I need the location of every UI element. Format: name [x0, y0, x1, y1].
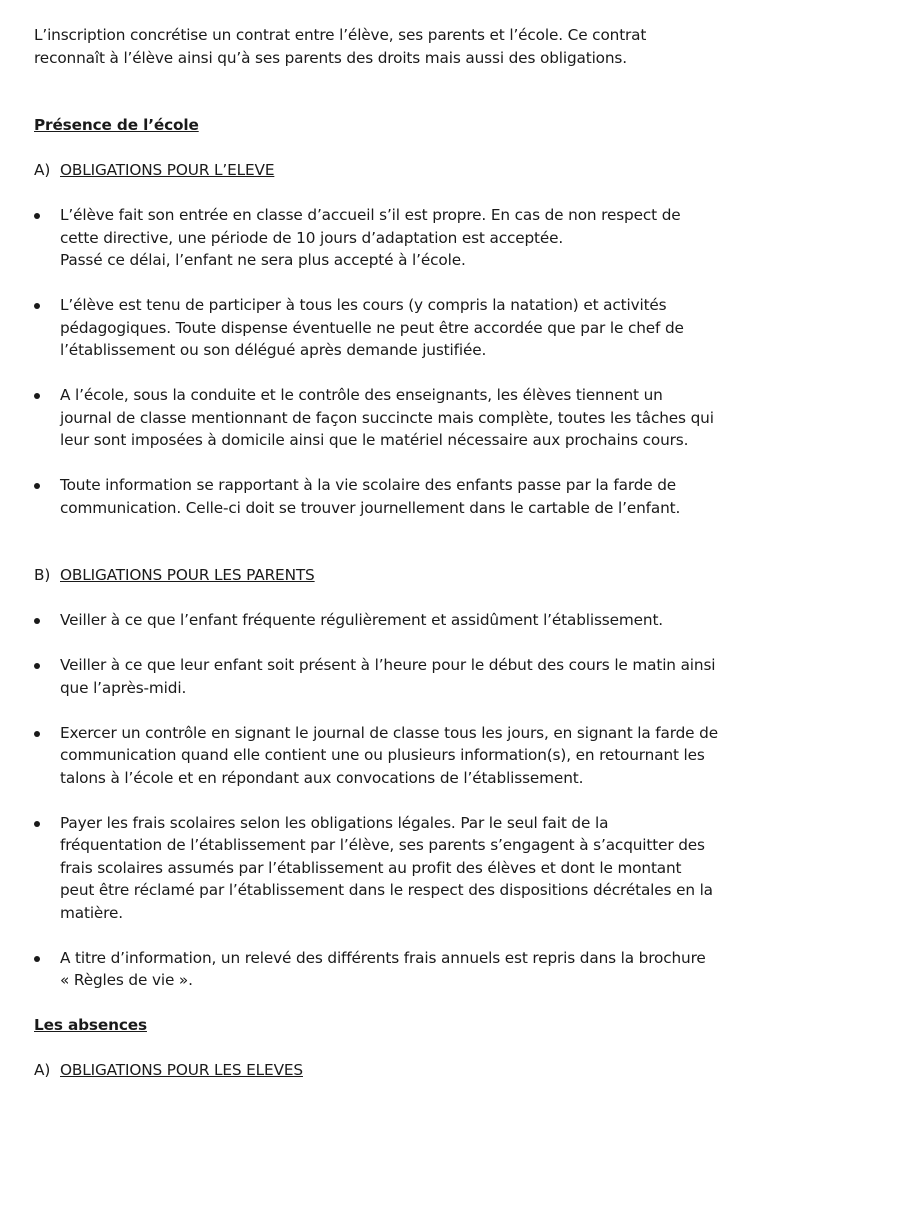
intro-line: L’inscription concrétise un contrat entre l’élève, ses parents et l’école. Ce contrat — [34, 26, 647, 44]
intro-line: reconnaît à l’élève ainsi qu’à ses parents des droits mais aussi des obligations. — [34, 48, 627, 67]
list-item-line: peut être réclamé par l’établissement dans le respect des dispositions décrétales en la — [60, 881, 713, 899]
list-item-line: Veiller à ce que l’enfant fréquente régulièrement et assidûment l’établissement. — [60, 611, 664, 629]
bullet-icon — [34, 663, 40, 669]
list-item-line: matière. — [60, 903, 123, 922]
list-item-line: A titre d’information, un relevé des différents frais annuels est repris dans la brochure — [60, 948, 706, 967]
subsection-letter: A) — [34, 161, 51, 179]
document-page — [34, 24, 734, 1082]
list-item-line: cette directive, une période de 10 jours d’adaptation est acceptée. — [60, 228, 564, 247]
list-item-line: L’élève fait son entrée en classe d’accueil s’il est propre. En cas de non respect de — [60, 206, 681, 224]
subsection-heading-text: OBLIGATIONS POUR L’ELEVE — [60, 161, 275, 179]
subsection-heading-text: OBLIGATIONS POUR LES PARENTS — [60, 566, 315, 584]
list-item — [34, 204, 734, 272]
list-item-line: communication. Celle-ci doit se trouver journellement dans le cartable de l’enfant. — [60, 498, 681, 517]
list-item-line: frais scolaires assumés par l’établissement au profit des élèves et dont le montant — [60, 858, 682, 877]
list-item-line: fréquentation de l’établissement par l’élève, ses parents s’engagent à s’acquitter des — [60, 836, 705, 854]
bullet-icon — [34, 393, 40, 399]
list-item — [34, 384, 734, 452]
subsection-heading-eleve — [34, 159, 734, 182]
bullet-icon — [34, 483, 40, 489]
subsection-letter: A) — [34, 1061, 51, 1079]
bullet-icon — [34, 821, 40, 827]
list-item — [34, 294, 734, 362]
list-item — [34, 609, 734, 632]
list-item-line: Toute information se rapportant à la vie scolaire des enfants passe par la farde de — [60, 476, 677, 494]
list-item-line: que l’après-midi. — [60, 678, 187, 697]
list-item — [34, 947, 734, 992]
list-item-line: Passé ce délai, l’enfant ne sera plus accepté à l’école. — [60, 251, 466, 269]
bullet-icon — [34, 956, 40, 962]
list-item-line: A l’école, sous la conduite et le contrôle des enseignants, les élèves tiennent un — [60, 386, 663, 404]
list-item-line: « Règles de vie ». — [60, 971, 193, 989]
subsection-letter: B) — [34, 566, 51, 584]
list-item-line: Veiller à ce que leur enfant soit présent à l’heure pour le début des cours le matin ainsi — [60, 656, 716, 674]
obligations-parents-list — [34, 609, 734, 992]
list-item-line: talons à l’école et en répondant aux convocations de l’établissement. — [60, 768, 584, 787]
bullet-icon — [34, 731, 40, 737]
list-item — [34, 474, 734, 519]
list-item-line: Payer les frais scolaires selon les obligations légales. Par le seul fait de la — [60, 813, 609, 832]
bullet-icon — [34, 303, 40, 309]
bullet-icon — [34, 213, 40, 219]
bullet-icon — [34, 618, 40, 624]
list-item-line: l’établissement ou son délégué après demande justifiée. — [60, 341, 487, 359]
list-item-line: L’élève est tenu de participer à tous les cours (y compris la natation) et activités — [60, 296, 667, 314]
list-item-line: pédagogiques. Toute dispense éventuelle ne peut être accordée que par le chef de — [60, 318, 684, 337]
subsection-heading-absences-eleves — [34, 1059, 734, 1082]
subsection-heading-text: OBLIGATIONS POUR LES ELEVES — [60, 1061, 303, 1079]
list-item — [34, 722, 734, 790]
list-item-line: journal de classe mentionnant de façon succincte mais complète, toutes les tâches qui — [60, 408, 714, 427]
obligations-eleve-list — [34, 204, 734, 519]
subsection-heading-parents — [34, 564, 734, 587]
list-item — [34, 654, 734, 699]
section-title-presence: Présence de l’école — [34, 116, 199, 134]
section-title-absences: Les absences — [34, 1016, 147, 1034]
list-item-line: Exercer un contrôle en signant le journal de classe tous les jours, en signant la farde de — [60, 723, 718, 742]
list-item — [34, 812, 734, 925]
list-item-line: leur sont imposées à domicile ainsi que le matériel nécessaire aux prochains cours. — [60, 431, 689, 449]
list-item-line: communication quand elle contient une ou plusieurs information(s), en retournant les — [60, 746, 705, 764]
intro-paragraph — [34, 24, 734, 69]
